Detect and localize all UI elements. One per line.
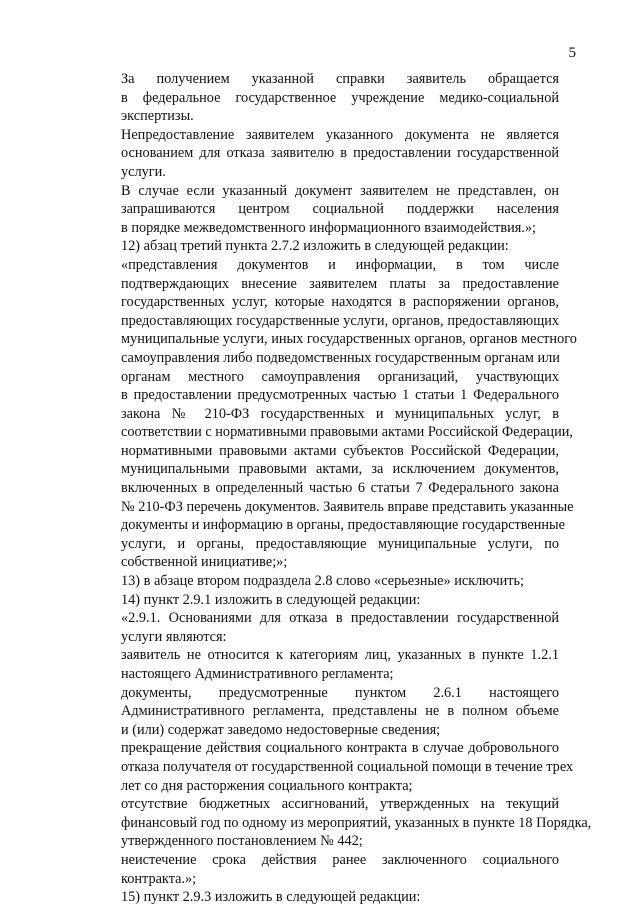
text-line: финансовый год по одному из мероприятий, указанных в пункте 18 Порядка, <box>121 814 592 831</box>
text-line: государственных услуг, которые находятся в распоряжении органов, <box>121 294 559 311</box>
text-line: муниципальные услуги, иных государственных органов, органов местного <box>121 331 577 348</box>
paragraph <box>85 237 559 256</box>
paragraph <box>85 851 559 888</box>
paragraph <box>85 572 559 591</box>
text-line: лет со дня расторжения социального контракта; <box>121 777 413 794</box>
text-line: основанием для отказа заявителю в предоставлении государственной <box>121 145 559 162</box>
text-line: самоуправления либо подведомственных государственным органам или <box>121 349 560 366</box>
text-line: документы, предусмотренные пунктом 2.6.1 настоящего <box>121 684 559 701</box>
text-line: в порядке межведомственного информационного взаимодействия.»; <box>121 219 536 236</box>
text-line: услуги являются: <box>121 628 227 645</box>
text-line: собственной инициативе;»; <box>121 554 288 571</box>
text-line: 12) абзац третий пункта 2.7.2 изложить в следующей редакции: <box>121 238 509 255</box>
paragraph <box>85 70 559 126</box>
text-line: муниципальными правовыми актами, за исключением документов, <box>121 461 559 478</box>
text-line: предоставляющих государственные услуги, органов, предоставляющих <box>121 312 559 329</box>
text-line: документы и информацию в органы, предоставляющие государственные <box>121 517 565 534</box>
text-line: заявитель не относится к категориям лиц, указанных в пункте 1.2.1 <box>121 647 559 664</box>
text-line: включенных в определенный частью 6 статьи 7 Федерального закона <box>121 480 559 497</box>
text-line: услуги. <box>121 163 166 180</box>
text-line: запрашиваются центром социальной поддержки населения <box>121 201 559 218</box>
text-line: «2.9.1. Основаниями для отказа в предоставлении государственной <box>121 610 559 627</box>
text-line: контракта.»; <box>121 870 197 887</box>
text-line: № 210-ФЗ перечень документов. Заявитель вправе представить указанные <box>121 498 574 515</box>
paragraph <box>85 591 559 610</box>
paragraph <box>85 609 559 646</box>
text-line: настоящего Административного регламента; <box>121 666 394 682</box>
text-line: в федеральное государственное учреждение медико-социальной <box>121 89 559 106</box>
paragraph <box>85 182 559 238</box>
text-line: в предоставлении предусмотренных частью 1 статьи 1 Федерального <box>121 387 559 404</box>
paragraph <box>85 795 592 851</box>
paragraph <box>85 646 559 683</box>
text-line: услуги, и органы, предоставляющие муниципальные услуги, по <box>121 535 559 552</box>
paragraph <box>85 888 559 907</box>
text-line: отсутствие бюджетных ассигнований, утвержденных на текущий <box>121 796 559 813</box>
text-line: 13) в абзаце втором подраздела 2.8 слово «серьезные» исключить; <box>121 573 525 590</box>
text-line: органам местного самоуправления организаций, участвующих <box>121 368 559 385</box>
text-line: соответствии с нормативными правовыми актами Российской Федерации, <box>121 424 573 441</box>
text-line: В случае если указанный документ заявителем не представлен, он <box>121 182 559 199</box>
text-line: нормативными правовыми актами субъектов Российской Федерации, <box>121 442 559 459</box>
text-line: «представления документов и информации, в том числе <box>121 256 559 273</box>
page-number: 5 <box>568 45 576 61</box>
text-line: Непредоставление заявителем указанного документа не является <box>121 126 559 143</box>
document-body <box>85 70 592 907</box>
paragraph <box>85 126 559 182</box>
text-line: подтверждающих внесение заявителем платы за предоставление <box>121 275 559 292</box>
text-line: прекращение действия социального контракта в случае добровольного <box>121 740 559 757</box>
text-line: закона № 210-ФЗ государственных и муниципальных услуг, в <box>121 405 559 422</box>
paragraph <box>85 256 577 572</box>
paragraph <box>85 739 574 795</box>
paragraph <box>85 684 559 740</box>
text-line: экспертизы. <box>121 108 194 125</box>
text-line: неистечение срока действия ранее заключенного социального <box>121 851 559 868</box>
text-line: За получением указанной справки заявитель обращается <box>121 71 559 87</box>
text-line: 14) пункт 2.9.1 изложить в следующей редакции: <box>121 591 421 608</box>
text-line: отказа получателя от государственной социальной помощи в течение трех <box>121 758 574 775</box>
text-line: и (или) содержат заведомо недостоверные сведения; <box>121 721 441 738</box>
text-line: 15) пункт 2.9.3 изложить в следующей редакции: <box>121 889 421 906</box>
text-line: утвержденного постановлением № 442; <box>121 833 363 850</box>
text-line: Административного регламента, представлены не в полном объеме <box>121 703 559 720</box>
